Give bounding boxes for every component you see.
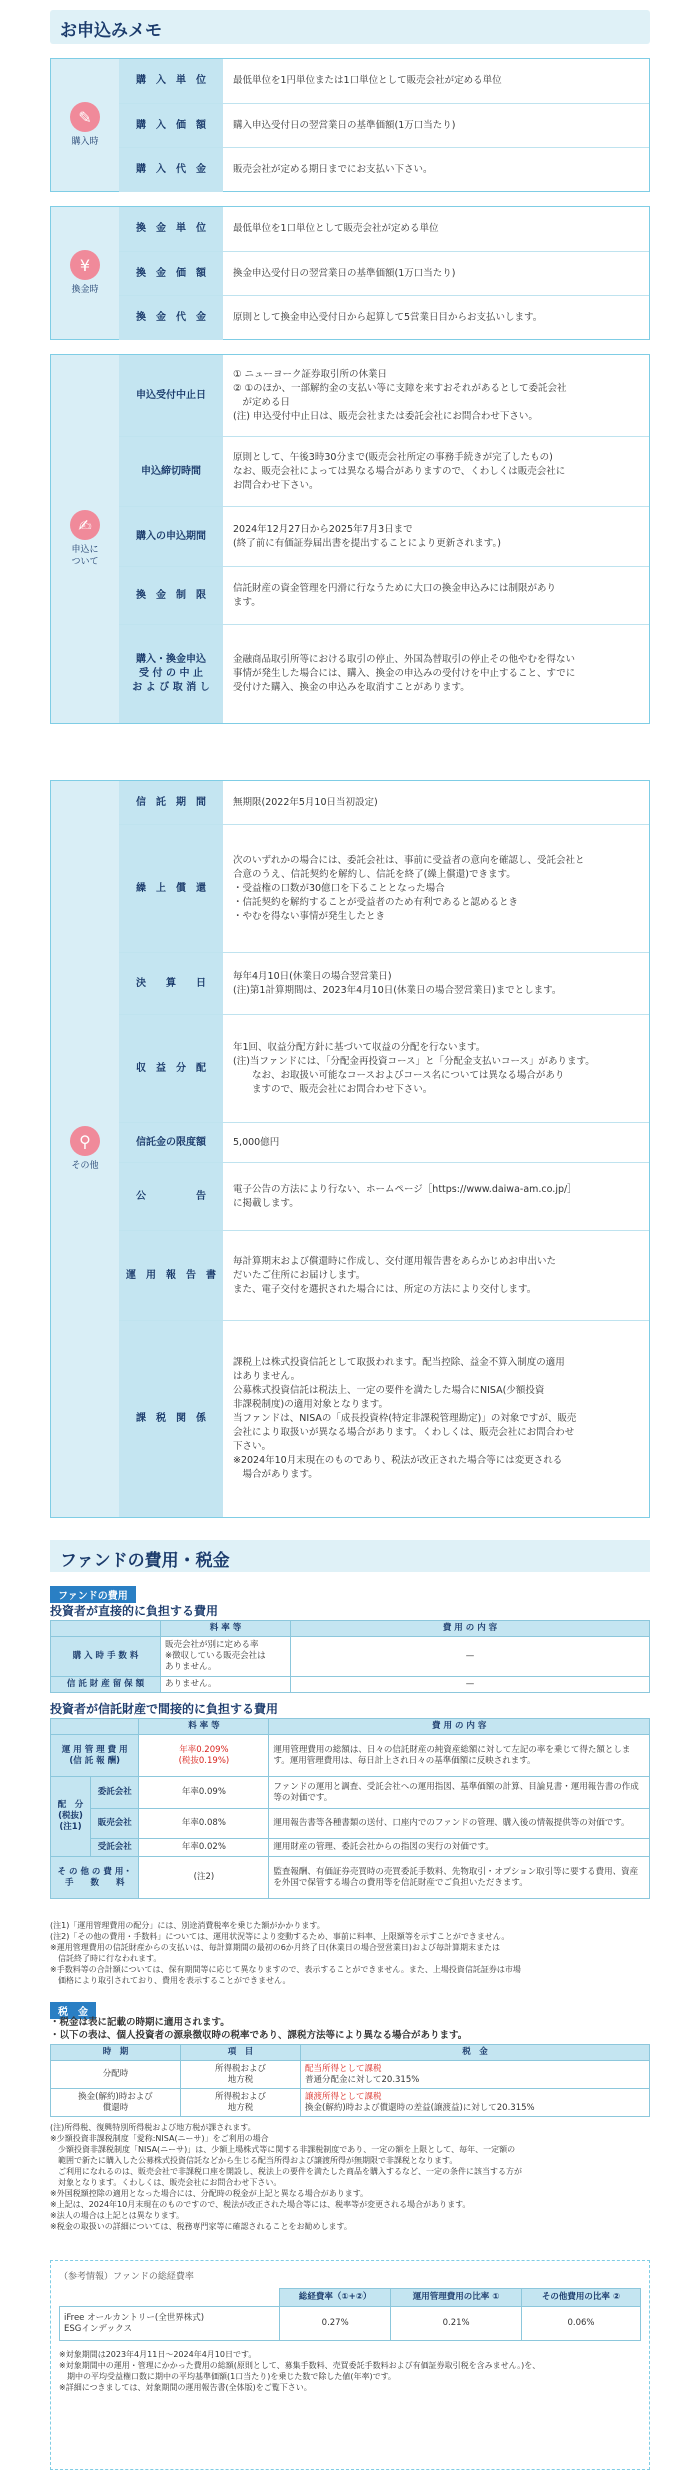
row-key: 購 入 価 額 — [119, 104, 223, 147]
cell-content: 監査報酬、有価証券売買時の売買委託手数料、先物取引・オプション取引等に要する費用、資産を外国で保管する場合の費用等を信託財産でご負担いただきます。 — [269, 1857, 650, 1899]
row-key: 申込受付中止日 — [119, 355, 223, 436]
table-row — [60, 2307, 641, 2341]
ratio-mgmt: 0.21% — [391, 2307, 522, 2341]
th-rate: 料 率 等 — [139, 1719, 269, 1735]
fees-header: ファンドの費用・税金 — [50, 1540, 650, 1572]
other-row — [119, 1015, 649, 1123]
cell-rate: ありません。 — [161, 1677, 291, 1693]
exchange-row — [119, 207, 649, 252]
buy-group — [50, 58, 650, 192]
row-value: 課税上は株式投資信託として取扱われます。配当控除、益金不算入制度の適用 はありません。 公募株式投資信託は税法上、一定の要件を満たした場合にNISA(少額投資 非課税制度)の適用対象となります。 当ファンドは、NISAの「成長投資枠(特定非課税管理勘定)」の対象ですが、販売 会社により取扱いが異なる場合があります。くわしくは、販売会社にお問合わせ 下さい。 ※2024年10月末現在のものであり、税法が改正された場合等には変更される 場合があります。 — [233, 1357, 577, 1480]
apply-row — [119, 625, 649, 723]
th-mgmt: 運用管理費用の比率 ① — [391, 2289, 522, 2307]
cell-rate: 販売会社が別に定める率 ※徴収している販売会社は ありません。 — [161, 1637, 291, 1677]
tax-line: ・税金は表に記載の時期に適用されます。 — [50, 2017, 230, 2028]
tax-type: 譲渡所得として課税 — [305, 2091, 382, 2102]
tax-tag: 税 金 — [50, 2002, 96, 2019]
buy-row — [119, 104, 649, 148]
row-value: 換金申込受付日の翌営業日の基準価額(1万口当たり) — [233, 267, 456, 279]
row-key: 換 金 制 限 — [119, 567, 223, 624]
memo-title: お申込みメモ — [50, 10, 650, 44]
row-value: 信託財産の資金管理を円滑に行なうために大口の換金申込みには制限があり ます。 — [233, 582, 557, 608]
ref-table — [59, 2288, 641, 2341]
apply-row — [119, 567, 649, 625]
buy-icon: ✎ — [70, 102, 100, 132]
row-value: 5,000億円 — [233, 1136, 280, 1148]
tax-table — [50, 2044, 650, 2117]
row-value: 無期限(2022年5月10日当初設定) — [233, 796, 378, 808]
cell-key: 購 入 時 手 数 料 — [51, 1637, 161, 1677]
other-row — [119, 1163, 649, 1231]
th-item: 項 目 — [181, 2045, 301, 2061]
direct-title: 投資者が直接的に負担する費用 — [50, 1604, 219, 1618]
row-key: 申込締切時間 — [119, 437, 223, 506]
th-total: 総経費率（①+②） — [280, 2289, 391, 2307]
fees-tag: ファンドの費用 — [50, 1586, 136, 1603]
cell-content: 運用管理費用の総額は、日々の信託財産の純資産総額に対して左記の率を乗じて得た額とします。運用管理費用は、毎日計上され日々の基準価額に反映されます。 — [269, 1735, 650, 1777]
cell-key: 信 託 財 産 留 保 額 — [51, 1677, 161, 1693]
table-row — [51, 1809, 650, 1839]
row-key: 課 税 関 係 — [119, 1321, 223, 1517]
th-empty — [51, 1621, 161, 1637]
buy-row — [119, 59, 649, 104]
row-value: 最低単位を1円単位または1口単位として販売会社が定める単位 — [233, 75, 502, 86]
cell-period: 換金(解約)時および 償還時 — [51, 2089, 181, 2117]
buy-side-label: 購入時 — [71, 137, 99, 147]
cell-key: 受託会社 — [91, 1839, 139, 1857]
cell-tax — [301, 2061, 650, 2089]
apply-side — [51, 355, 119, 723]
row-value: 毎年4月10日(休業日の場合翌営業日) (注)第1計算期間は、2023年4月10日(休業日の場合翌営業日)までとします。 — [233, 970, 562, 996]
exchange-row — [119, 252, 649, 296]
row-value: 毎計算期末および償還時に作成し、交付運用報告書をあらかじめお申出いた だいたご住所にお届けします。 また、電子交付を選択された場合には、所定の方法により交付します。 — [233, 1255, 557, 1295]
row-value: ① ニューヨーク証券取引所の休業日 ② ①のほか、一部解約金の支払い等に支障を来すおそれがあるとして委託会社 が定める日 (注) 申込受付中止日は、販売会社または委託会社にお問合わせ下さい。 — [233, 368, 567, 422]
cell-item: 所得税および 地方税 — [181, 2061, 301, 2089]
apply-side-label: 申込に ついて — [71, 545, 99, 567]
pen-icon: ✍ — [70, 510, 100, 540]
row-key: 購入・換金申込 受 付 の 中 止 お よ び 取 消 し — [119, 625, 223, 723]
tax-line: ・以下の表は、個人投資者の源泉徴収時の税率であり、課税方法等により異なる場合があります。 — [50, 2030, 468, 2041]
fees-tag-wrap — [50, 1584, 650, 1603]
row-key: 収 益 分 配 — [119, 1015, 223, 1122]
tax-notes: (注)所得税、復興特別所得税および地方税が課されます。 ※少額投資非課税制度「愛称:NISA(ニーサ)」をご利用の場合 少額投資非課税制度「NISA(ニーサ)」は、少額上場株式等に関する非課税制度であり、一定の額を上限として、毎年、一定額の 範囲で新たに購入した公募株式投資信託などから生じる配当所得および譲渡所得が無期限で非課税となります。 ご利用になれるのは、販売会社で非課税口座を開設し、税法上の要件を満たした商品を購入するなど、一定の条件に該当する方が 対象となります。くわしくは、販売会社にお問合わせ下さい。 ※外国税額控除の適用となった場合には、分配時の税金が上記と異なる場合があります。 ※上記は、2024年10月末現在のものですので、税法が改正された場合等には、税率等が変更される場合があります。 ※法人の場合は上記とは異なります。 ※税金の取扱いの詳細については、税務専門家等に確認されることをお勧めします。 — [50, 2123, 522, 2231]
row-value: 年1回、収益分配方針に基づいて収益の分配を行ないます。 (注)当ファンドには、「分配金再投資コース」と「分配金支払いコース」があります。 なお、お取扱い可能なコースおよびコース名については異なる場合があり ますので、販売会社にお問合わせ下さい。 — [233, 1041, 595, 1095]
fees-notes: (注1)「運用管理費用の配分」には、別途消費税率を乗じた額がかかります。 (注2)「その他の費用・手数料」については、運用状況等により変動するため、事前に料率、上限額等を示すことができません。 ※運用管理費用の信託財産からの支払いは、毎計算期間の最初の6か月終了日(休業日の場合翌営業日)および毎計算期末または 信託終了時に行なわれます。 ※手数料等の合計額については、保有期間等に応じて異なりますので、表示することができません。また、上場投資信託証券は市場 価格により取引されており、費用を表示することができません。 — [50, 1921, 521, 1985]
row-key: 信 託 期 間 — [119, 781, 223, 824]
table-row — [51, 2089, 650, 2117]
apply-row — [119, 355, 649, 437]
ratio-other: 0.06% — [521, 2307, 640, 2341]
ref-box — [50, 2260, 650, 2470]
cell-period: 分配時 — [51, 2061, 181, 2089]
other-side-label: その他 — [71, 1161, 99, 1171]
th-rate: 料 率 等 — [161, 1621, 291, 1637]
other-group — [50, 780, 650, 1518]
table-row — [51, 2061, 650, 2089]
table-row — [51, 1777, 650, 1809]
th-content: 費 用 の 内 容 — [291, 1621, 650, 1637]
tax-type: 配当所得として課税 — [305, 2063, 382, 2074]
row-key: 繰 上 償 還 — [119, 825, 223, 952]
cell-rate: 年率0.08% — [139, 1809, 269, 1839]
cell-rate: 年率0.02% — [139, 1839, 269, 1857]
th-period: 時 期 — [51, 2045, 181, 2061]
other-row — [119, 1321, 649, 1517]
cell-key: 販売会社 — [91, 1809, 139, 1839]
indirect-table — [50, 1718, 650, 1899]
other-row — [119, 781, 649, 825]
row-value: 原則として換金申込受付日から起算して5営業日目からお支払いします。 — [233, 312, 543, 323]
ref-title: （参考情報）ファンドの総経費率 — [59, 2272, 194, 2282]
tax-rate: 普通分配金に対して20.315% — [305, 2074, 420, 2085]
cell-rate: (注2) — [139, 1857, 269, 1899]
table-row — [51, 1735, 650, 1777]
memo-header — [50, 10, 650, 44]
ratio-total: 0.27% — [280, 2307, 391, 2341]
exchange-row — [119, 296, 649, 340]
cell-item: 所得税および 地方税 — [181, 2089, 301, 2117]
cell-content: 運用財産の管理、委託会社からの指図の実行の対価です。 — [269, 1839, 650, 1857]
row-key: 購入の申込期間 — [119, 507, 223, 566]
table-row — [51, 1637, 650, 1677]
exchange-side — [51, 207, 119, 339]
cell-key: そ の 他 の 費 用・ 手 数 料 — [51, 1857, 139, 1899]
th-content: 費 用 の 内 容 — [269, 1719, 650, 1735]
other-side — [51, 781, 119, 1517]
row-value: 購入申込受付日の翌営業日の基準価額(1万口当たり) — [233, 119, 456, 131]
row-key: 公 告 — [119, 1163, 223, 1230]
paperclip-icon: ⚲ — [70, 1126, 100, 1156]
indirect-title: 投資者が信託財産で間接的に負担する費用 — [50, 1702, 279, 1716]
row-key: 決 算 日 — [119, 953, 223, 1014]
row-key: 購 入 代 金 — [119, 148, 223, 192]
row-key: 購 入 単 位 — [119, 59, 223, 103]
row-key: 換 金 価 額 — [119, 252, 223, 295]
table-row — [51, 1857, 650, 1899]
other-row — [119, 1231, 649, 1321]
th-other: その他費用の比率 ② — [521, 2289, 640, 2307]
row-value: 電子公告の方法により行ない、ホームページ［https://www.daiwa-am.co.jp/］ に掲載します。 — [233, 1183, 577, 1209]
row-key: 換 金 代 金 — [119, 296, 223, 340]
row-value: 原則として、午後3時30分まで(販売会社所定の事務手続きが完了したもの) なお、販売会社によっては異なる場合がありますので、くわしくは販売会社に お問合わせ下さい。 — [233, 451, 566, 491]
row-value: 最低単位を1口単位として販売会社が定める単位 — [233, 223, 439, 234]
other-row — [119, 953, 649, 1015]
apply-group — [50, 354, 650, 724]
exchange-side-label: 換金時 — [71, 285, 99, 295]
row-value: 販売会社が定める期日までにお支払い下さい。 — [233, 164, 433, 175]
buy-row — [119, 148, 649, 192]
exchange-group — [50, 206, 650, 340]
cell-content: — — [291, 1677, 650, 1693]
row-value: 2024年12月27日から2025年7月3日まで (終了前に有価証券届出書を提出することにより更新されます。) — [233, 523, 501, 549]
th-empty — [60, 2289, 280, 2307]
exchange-icon: ¥ — [70, 250, 100, 280]
cell-rate: 年率0.09% — [139, 1777, 269, 1809]
apply-row — [119, 507, 649, 567]
cell-rate: 年率0.209% (税抜0.19%) — [139, 1735, 269, 1777]
table-row — [51, 1677, 650, 1693]
th-empty — [51, 1719, 139, 1735]
table-row — [51, 1839, 650, 1857]
cell-key: 委託会社 — [91, 1777, 139, 1809]
cell-tax — [301, 2089, 650, 2117]
apply-row — [119, 437, 649, 507]
th-tax: 税 金 — [301, 2045, 650, 2061]
cell-key: 運 用 管 理 費 用 (信 託 報 酬) — [51, 1735, 139, 1777]
cell-content: 運用報告書等各種書類の送付、口座内でのファンドの管理、購入後の情報提供等の対価です。 — [269, 1809, 650, 1839]
other-row — [119, 825, 649, 953]
ref-notes: ※対象期間は2023年4月11日～2024年4月10日です。 ※対象期間中の運用・管理にかかった費用の総額(原則として、募集手数料、売買委託手数料および有価証券取引税を含みません。)を、 期中の平均受益権口数に期中の平均基準価額(1口当たり)を乗じた数で除した値(年率)です。 ※詳細につきましては、対象期間の運用報告書(全体版)をご覧下さい。 — [59, 2350, 541, 2392]
cell-alloc: 配 分 (税抜) (注1) — [51, 1777, 91, 1857]
other-row — [119, 1123, 649, 1163]
tax-lead — [50, 2016, 650, 2042]
cell-content: — — [291, 1637, 650, 1677]
tax-rate: 換金(解約)時および償還時の差益(譲渡益)に対して20.315% — [305, 2102, 535, 2113]
row-value: 次のいずれかの場合には、委託会社は、事前に受益者の意向を確認し、受託会社と 合意のうえ、信託契約を解約し、信託を終了(繰上償還)できます。 ・受益権の口数が30億口を下ることとなった場合 ・信託契約を解約することが受益者のため有利であると認めるとき ・やむを得ない事情が発生したとき — [233, 854, 585, 922]
cell-content: ファンドの運用と調査、受託会社への運用指図、基準価額の計算、目論見書・運用報告書の作成等の対価です。 — [269, 1777, 650, 1809]
row-key: 運 用 報 告 書 — [119, 1231, 223, 1320]
row-value: 金融商品取引所等における取引の停止、外国為替取引の停止その他やむを得ない 事情が発生した場合には、購入、換金の申込みの受付けを中止すること、すでに 受付けた購入、換金の申込みを取消すことがあります。 — [233, 654, 576, 693]
row-key: 信託金の限度額 — [119, 1123, 223, 1162]
fund-name: iFree オールカントリー(全世界株式) ESGインデックス — [60, 2307, 280, 2341]
buy-side — [51, 59, 119, 191]
direct-table — [50, 1620, 650, 1693]
row-key: 換 金 単 位 — [119, 207, 223, 251]
